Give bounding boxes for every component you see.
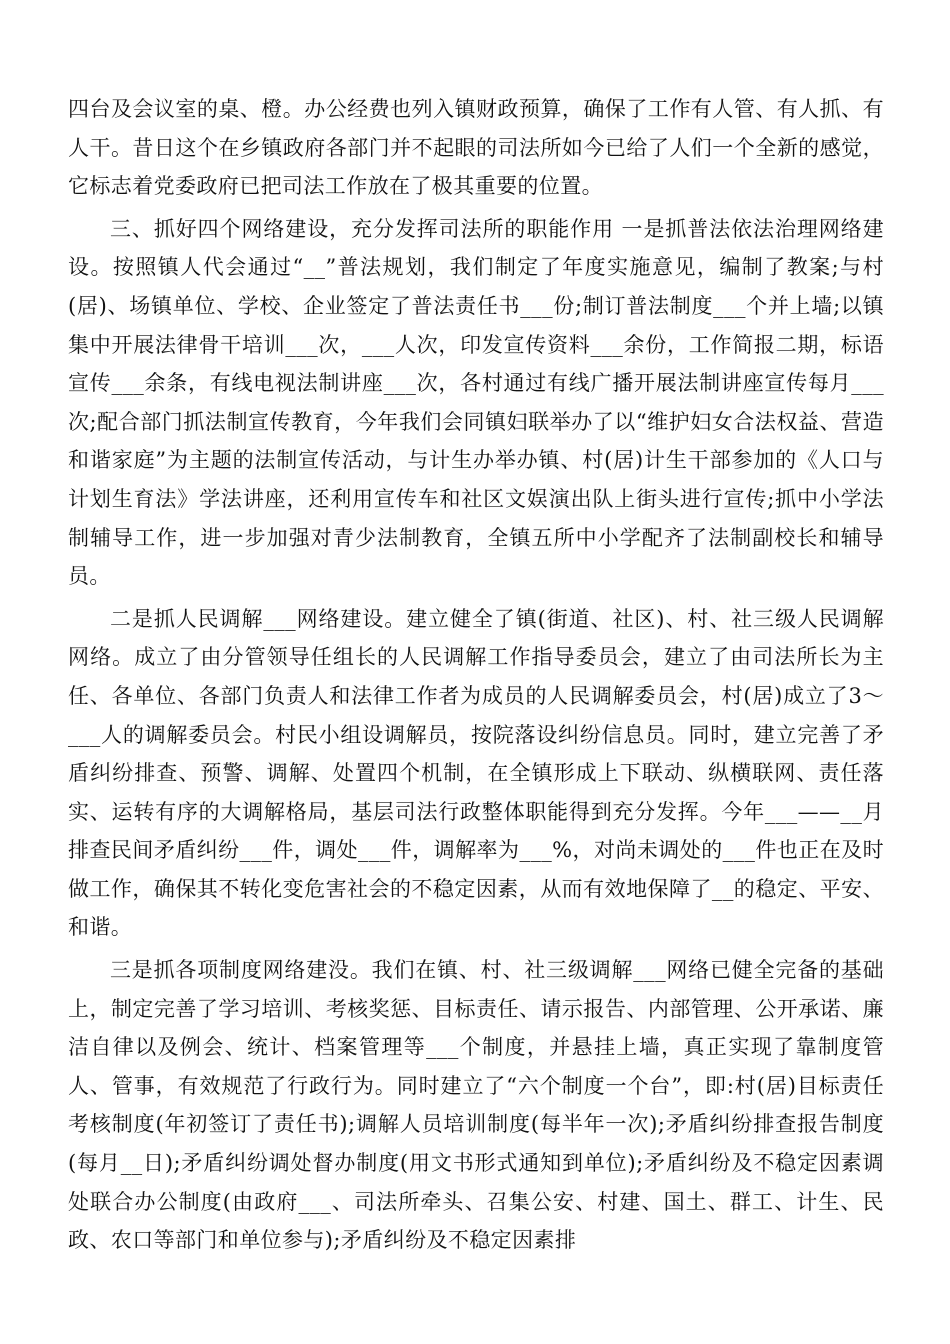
paragraph-1: 四台及会议室的桌、橙。办公经费也列入镇财政预算，确保了工作有人管、有人抓、有人干。昔日这个在乡镇政府各部门并不起眼的司法所如今已给了人们一个全新的感觉，它标志着党委政府已把司法工作放在了极其重要的位置。 xyxy=(68,97,884,199)
document-body xyxy=(68,90,884,1264)
paragraph-3: 二是抓人民调解___网络建设。建立健全了镇(街道、社区)、村、社三级人民调解网络。成立了由分管领导任组长的人民调解工作指导委员会，建立了由司法所长为主任、各单位、各部门负责人和法律工作者为成员的人民调解委员会，村(居)成立了3～___人的调解委员会。村民小组设调解员，按院落设纠纷信息员。同时，建立完善了矛盾纠纷排查、预警、调解、处置四个机制，在全镇形成上下联动、纵横联网、责任落实、运转有序的大调解格局，基层司法行政整体职能得到充分发挥。今年___——__月排查民间矛盾纠纷___件，调处___件，调解率为___%，对尚未调处的___件也正在及时做工作，确保其不转化变危害社会的不稳定因素，从而有效地保障了__的稳定、平安、和谐。 xyxy=(68,606,884,940)
paragraph-2: 三、抓好四个网络建设，充分发挥司法所的职能作用 一是抓普法依法治理网络建设。按照镇人代会通过“__”普法规划，我们制定了年度实施意见，编制了教案;与村(居)、场镇单位、学校、企业签定了普法责任书___份;制订普法制度___个并上墙;以镇集中开展法律骨干培训___次，___人次，印发宣传资料___余份，工作简报二期，标语宣传___余条，有线电视法制讲座___次，各村通过有线广播开展法制讲座宣传每月___次;配合部门抓法制宣传教育，今年我们会同镇妇联举办了以“维护妇女合法权益、营造和谐家庭”为主题的法制宣传活动，与计生办举办镇、村(居)计生干部参加的《人口与计划生育法》学法讲座，还利用宣传车和社区文娱演出队上街头进行宣传;抓中小学法制辅导工作，进一步加强对青少法制教育，全镇五所中小学配齐了法制副校长和辅导员。 xyxy=(68,216,884,589)
paragraph-4: 三是抓各项制度网络建没。我们在镇、村、社三级调解___网络已健全完备的基础上，制定完善了学习培训、考核奖惩、目标责任、请示报告、内部管理、公开承诺、廉洁自律以及例会、统计、档案管理等___个制度，并悬挂上墙，真正实现了靠制度管人、管事，有效规范了行政行为。同时建立了“六个制度一个台”，即:村(居)目标责任考核制度(年初签订了责任书);调解人员培训制度(每半年一次);矛盾纠纷排查报告制度(每月__日);矛盾纠纷调处督办制度(用文书形式通知到单位);矛盾纠纷及不稳定因素调处联合办公制度(由政府___、司法所牵头、召集公安、村建、国土、群工、计生、民政、农口等部门和单位参与);矛盾纠纷及不稳定因素排 xyxy=(68,958,884,1253)
